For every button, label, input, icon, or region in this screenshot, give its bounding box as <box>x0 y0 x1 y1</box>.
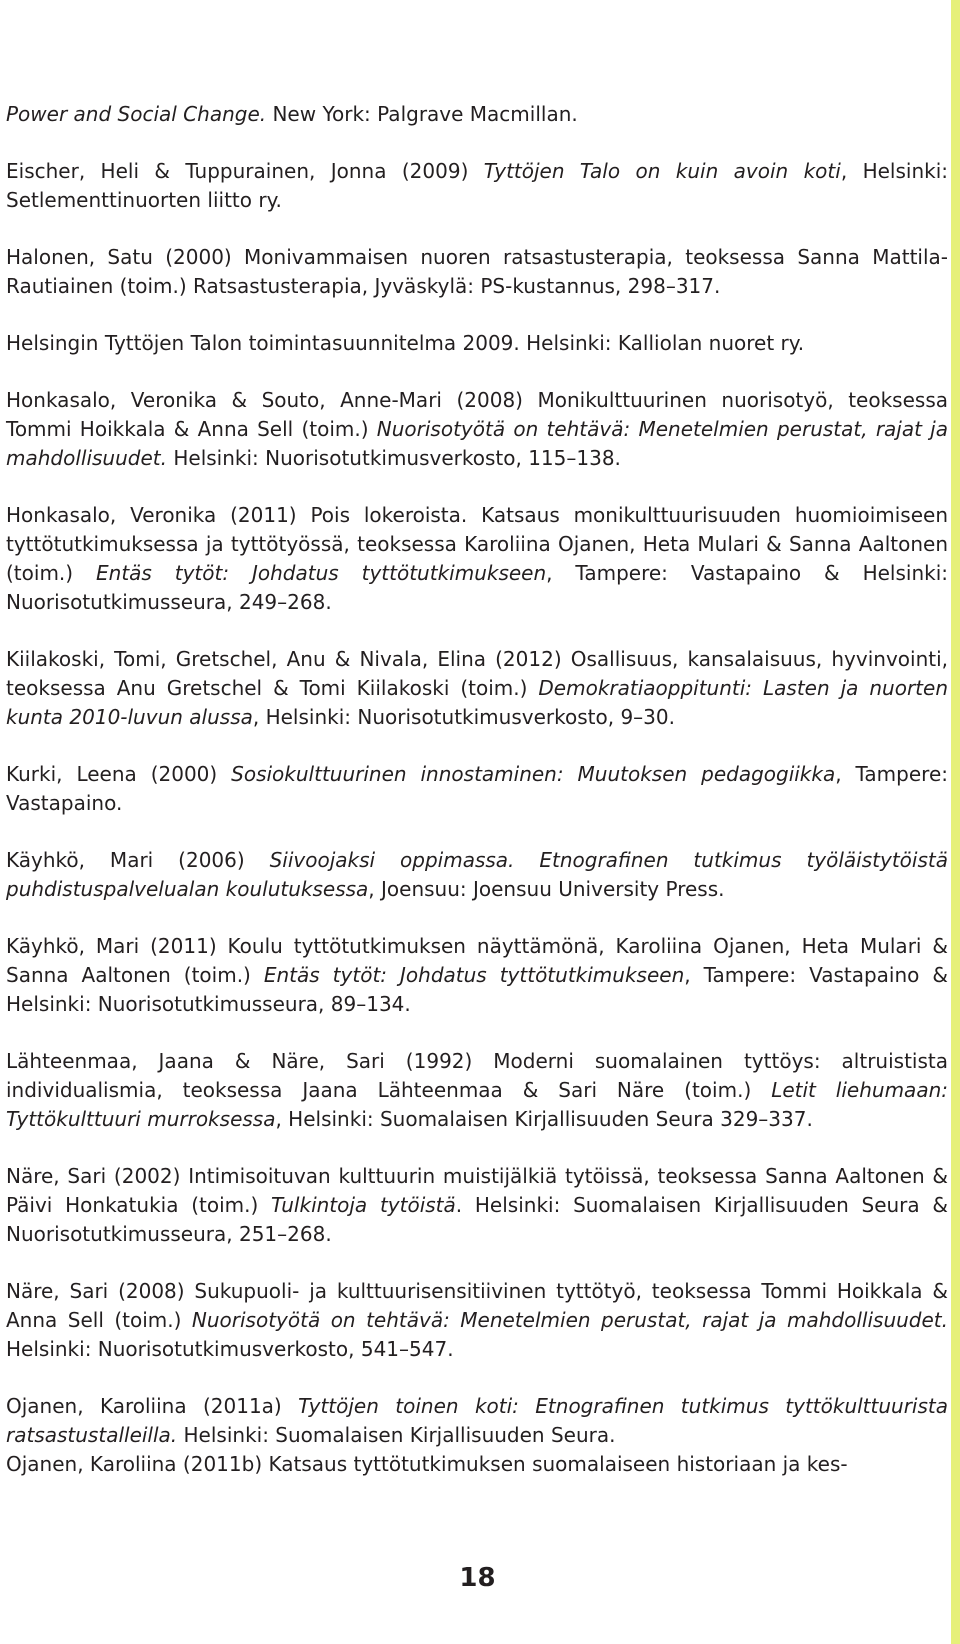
reference-text: Ojanen, Karoliina (2011a) <box>6 1394 299 1418</box>
reference-entry <box>6 1162 948 1249</box>
reference-text: Helsinki: Suomalaisen Kirjallisuuden Seura. <box>177 1423 616 1447</box>
reference-text: Näre, Sari (2002) Intimisoituvan kulttuurin muistijälkiä tytöissä, teoksessa Sanna Aaltonen & Päivi Honkatukia (toim.) <box>6 1164 948 1217</box>
reference-text: Helsinki: Nuorisotutkimusverkosto, 115–138. <box>167 446 621 470</box>
reference-text: , Tampere: Vastapaino. <box>6 762 948 815</box>
reference-text: , Tampere: Vastapaino & Helsinki: Nuorisotutkimusseura, 249–268. <box>6 561 948 614</box>
reference-title-italic: Power and Social Change. <box>6 102 267 126</box>
reference-text: , Joensuu: Joensuu University Press. <box>368 877 725 901</box>
reference-entry <box>6 100 948 129</box>
reference-title-italic: Entäs tytöt: Johdatus tyttötutkimukseen <box>96 561 547 585</box>
reference-title-italic: Nuorisotyötä on tehtävä: Menetelmien perustat, rajat ja mahdollisuudet. <box>6 417 948 470</box>
reference-entry <box>6 1392 948 1450</box>
reference-entry <box>6 157 948 215</box>
reference-entry <box>6 645 948 732</box>
reference-text: , Tampere: Vastapaino & Helsinki: Nuorisotutkimusseura, 89–134. <box>6 963 948 1016</box>
reference-title-italic: Demokratiaoppitunti: Lasten ja nuorten kunta 2010-luvun alussa <box>6 676 949 729</box>
reference-entry <box>6 932 948 1019</box>
reference-entry <box>6 501 948 617</box>
page-number: 18 <box>459 1563 496 1593</box>
reference-title-italic: Tyttöjen toinen koti: Etnografinen tutkimus tyttökulttuurista ratsastustalleilla. <box>6 1394 949 1447</box>
reference-entry <box>6 386 948 473</box>
reference-title-italic: Entäs tytöt: Johdatus tyttötutkimukseen <box>263 963 685 987</box>
reference-entry <box>6 1047 948 1134</box>
reference-text: Kiilakoski, Tomi, Gretschel, Anu & Nivala, Elina (2012) Osallisuus, kansalaisuus, hyvinvointi, teoksessa Anu Gretschel & Tomi Kiilakoski (toim.) <box>6 647 948 700</box>
reference-entry <box>6 1450 948 1479</box>
reference-text: Halonen, Satu (2000) Monivammaisen nuoren ratsastusterapia, teoksessa Sanna Mattila-Rautiainen (toim.) Ratsastusterapia, Jyväskylä: PS-kustannus, 298–317. <box>6 245 948 298</box>
reference-text: Helsinki: Nuorisotutkimusverkosto, 541–547. <box>6 1337 454 1361</box>
reference-title-italic: Letit liehumaan: Tyttökulttuuri murroksessa <box>6 1078 948 1131</box>
reference-text: Käyhkö, Mari (2011) Koulu tyttötutkimuksen näyttämönä, Karoliina Ojanen, Heta Mulari & Sanna Aaltonen (toim.) <box>6 934 948 987</box>
reference-text: Käyhkö, Mari (2006) <box>6 848 270 872</box>
reference-title-italic: Tulkintoja tytöistä <box>271 1193 456 1217</box>
reference-title-italic: Nuorisotyötä on tehtävä: Menetelmien perustat, rajat ja mahdollisuudet. <box>191 1308 948 1332</box>
reference-text: . Helsinki: Suomalaisen Kirjallisuuden Seura & Nuorisotutkimusseura, 251–268. <box>6 1193 948 1246</box>
reference-text: Honkasalo, Veronika (2011) Pois lokeroista. Katsaus monikulttuurisuuden huomioimiseen tyttötutkimuksessa ja tyttötyössä, teoksessa Karoliina Ojanen, Heta Mulari & Sanna Aaltonen (toim.) <box>6 503 948 585</box>
reference-entry <box>6 1277 948 1364</box>
reference-text: Lähteenmaa, Jaana & Näre, Sari (1992) Moderni suomalainen tyttöys: altruistista individualismia, teoksessa Jaana Lähteenmaa & Sari Näre (toim.) <box>6 1049 948 1102</box>
reference-text: Eischer, Heli & Tuppurainen, Jonna (2009) <box>6 159 484 183</box>
reference-title-italic: Siivoojaksi oppimassa. Etnografinen tutkimus työläistytöistä puhdistuspalvelualan koulutuksessa <box>6 848 948 901</box>
reference-text: , Helsinki: Nuorisotutkimusverkosto, 9–30. <box>252 705 675 729</box>
reference-entry <box>6 846 948 904</box>
reference-title-italic: Sosiokulttuurinen innostaminen: Muutoksen pedagogiikka <box>231 762 836 786</box>
reference-text: Ojanen, Karoliina (2011b) Katsaus tyttötutkimuksen suomalaiseen historiaan ja kes- <box>6 1452 848 1476</box>
reference-text: , Helsinki: Setlementtinuorten liitto ry. <box>6 159 949 212</box>
reference-entry <box>6 243 948 301</box>
reference-text: Näre, Sari (2008) Sukupuoli- ja kulttuurisensitiivinen tyttötyö, teoksessa Tommi Hoikkala & Anna Sell (toim.) <box>6 1279 948 1332</box>
reference-text: New York: Palgrave Macmillan. <box>266 102 578 126</box>
reference-list <box>6 100 948 1507</box>
reference-title-italic: Tyttöjen Talo on kuin avoin koti <box>483 159 841 183</box>
reference-text: Helsingin Tyttöjen Talon toimintasuunnitelma 2009. Helsinki: Kalliolan nuoret ry. <box>6 331 805 355</box>
reference-text: Kurki, Leena (2000) <box>6 762 232 786</box>
page-edge-accent-stripe <box>951 0 960 1644</box>
reference-text: Honkasalo, Veronika & Souto, Anne-Mari (2008) Monikulttuurinen nuorisotyö, teoksessa Tommi Hoikkala & Anna Sell (toim.) <box>6 388 948 441</box>
reference-entry <box>6 329 948 358</box>
reference-entry <box>6 760 948 818</box>
reference-text: , Helsinki: Suomalaisen Kirjallisuuden Seura 329–337. <box>275 1107 813 1131</box>
